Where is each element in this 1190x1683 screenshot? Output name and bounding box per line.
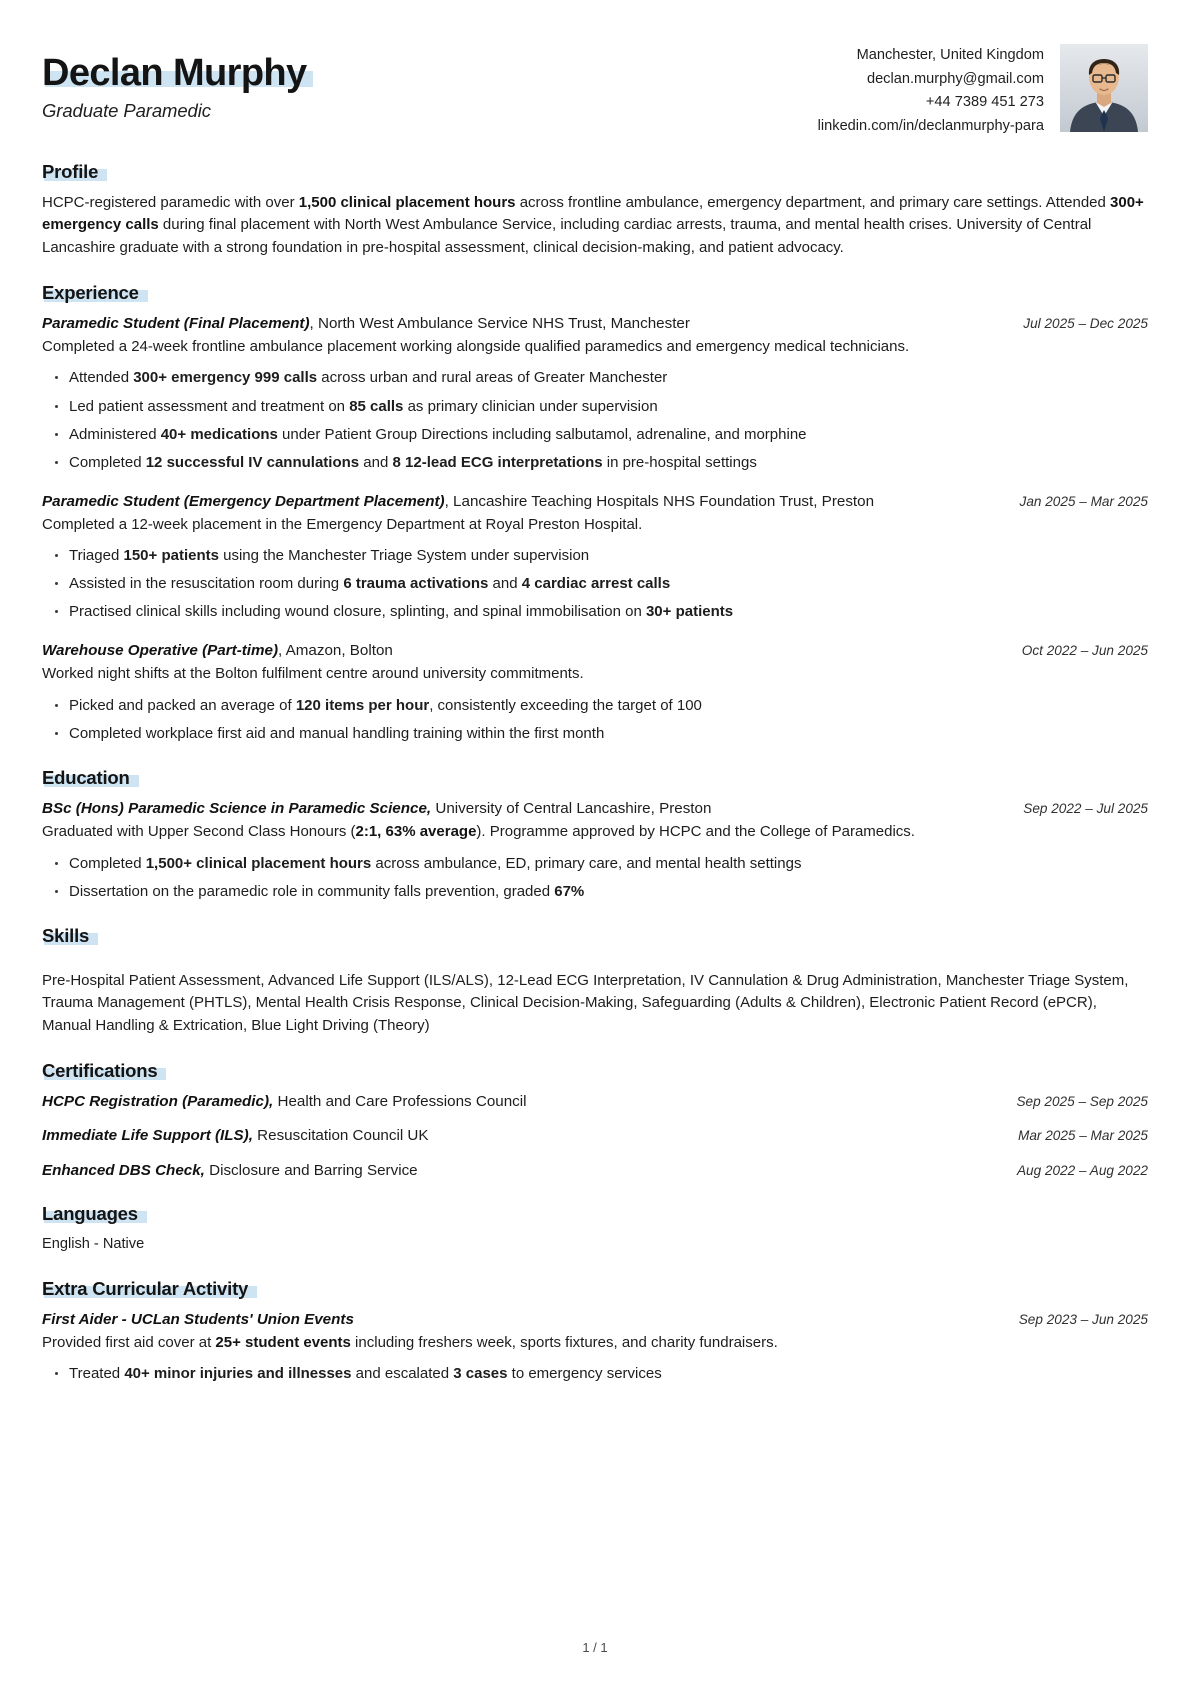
list-item xyxy=(42,573,1148,595)
body-text: and xyxy=(359,453,393,471)
contact-phone[interactable]: +44 7389 451 273 xyxy=(925,94,1044,111)
entry-organisation: , North West Ambulance Service NHS Trust, Manchester xyxy=(309,314,690,332)
entry-bullet-list xyxy=(42,367,1148,473)
entry-role: Paramedic Student (Emergency Department Placement) xyxy=(42,492,445,510)
entry-date: Sep 2023 – Jun 2025 xyxy=(1018,1311,1148,1327)
certification-row xyxy=(42,1091,1148,1112)
section-title-extra-curricular: Extra Curricular Activity xyxy=(42,1277,249,1299)
body-text: Attended xyxy=(69,369,134,387)
entry-header-row xyxy=(42,798,1148,820)
name-wrapper xyxy=(42,54,307,94)
entry-summary xyxy=(42,336,1148,359)
contact-location: Manchester, United Kingdom xyxy=(856,47,1044,63)
section-experience xyxy=(42,282,1148,745)
section-heading-wrapper xyxy=(42,1278,248,1300)
body-text: during final placement with North West Ambulance Service, including cardiac arrests, trauma, and mental health crises. University of Central Lancashire graduate with a strong foundation in pre-hospital assessment, clinical decision-making, and patient advocacy. xyxy=(42,216,1092,257)
entry-summary xyxy=(42,663,1148,686)
body-text: Graduated with Upper Second Class Honours ( xyxy=(42,823,356,840)
section-education xyxy=(42,767,1148,903)
section-languages xyxy=(42,1203,1148,1256)
entry-organisation: , Amazon, Bolton xyxy=(278,642,393,660)
entry-bullet-list xyxy=(42,695,1148,745)
body-text: Picked and packed an average of xyxy=(69,696,296,714)
body-text: Administered xyxy=(69,425,161,443)
contact-email[interactable]: declan.murphy@gmail.com xyxy=(866,70,1044,87)
emphasis-text: 2:1, 63% average xyxy=(355,823,477,840)
body-text: Completed xyxy=(69,854,146,872)
section-title-education: Education xyxy=(42,766,130,788)
body-text: as primary clinician under supervision xyxy=(403,397,658,415)
experience-entries xyxy=(42,313,1148,745)
body-text: in pre-hospital settings xyxy=(602,453,757,471)
section-certifications xyxy=(42,1060,1148,1181)
entry-organisation: University of Central Lancashire, Preston xyxy=(431,799,712,817)
entry-title xyxy=(42,798,1005,820)
certification-name xyxy=(42,1160,418,1181)
emphasis-text: 8 12-lead ECG interpretations xyxy=(392,453,603,471)
page-indicator: 1 / 1 xyxy=(582,1640,608,1655)
emphasis-text: 30+ patients xyxy=(645,603,734,621)
emphasis-text: 12 successful IV cannulations xyxy=(145,453,360,471)
entry-header-row xyxy=(42,313,1148,335)
entry-summary xyxy=(42,514,1148,537)
entry-header-row xyxy=(42,491,1148,513)
entry-role: BSc (Hons) Paramedic Science in Paramedic Science, xyxy=(42,799,432,817)
body-text: across ambulance, ED, primary care, and mental health settings xyxy=(371,854,802,872)
list-item xyxy=(42,545,1148,567)
body-text: ). Programme approved by HCPC and the College of Paramedics. xyxy=(476,823,915,840)
entry-role: First Aider - UCLan Students' Union Events xyxy=(42,1310,354,1328)
experience-entry xyxy=(42,798,1148,903)
list-item xyxy=(42,695,1148,717)
entry-summary xyxy=(42,1332,1148,1355)
body-text: to emergency services xyxy=(507,1365,662,1383)
skills-text: Pre-Hospital Patient Assessment, Advanced Life Support (ILS/ALS), 12-Lead ECG Interpretation, IV Cannulation & Drug Administration, Manchester Triage System, Trauma Management (PHTLS), Mental Health Crisis Response, Clinical Decision-Making, Safeguarding (Adults & Children), Electronic Patient Record (ePCR), Manual Handling & Extrication, Blue Light Driving (Theory) xyxy=(42,971,1129,1035)
identity-block xyxy=(42,42,307,122)
entry-date: Oct 2022 – Jun 2025 xyxy=(1021,643,1148,659)
list-item xyxy=(42,367,1148,389)
section-title-profile: Profile xyxy=(42,160,99,182)
emphasis-text: 1,500+ clinical placement hours xyxy=(145,854,372,872)
section-skills xyxy=(42,925,1148,1038)
language-item: English - Native xyxy=(42,1235,145,1252)
emphasis-text: 1,500 clinical placement hours xyxy=(298,193,516,211)
list-item xyxy=(42,601,1148,623)
body-text: Assisted in the resuscitation room during xyxy=(69,575,344,593)
certification-date: Mar 2025 – Mar 2025 xyxy=(1018,1128,1148,1144)
entry-bullet-list xyxy=(42,853,1148,903)
entry-bullet-list xyxy=(42,545,1148,623)
emphasis-text: 300+ emergency calls xyxy=(42,193,1144,234)
section-extra-curricular xyxy=(42,1278,1148,1386)
section-heading-wrapper xyxy=(42,282,139,304)
body-text: Triaged xyxy=(69,547,124,565)
section-heading-wrapper xyxy=(42,1203,138,1225)
certification-title: Immediate Life Support (ILS), xyxy=(42,1127,253,1145)
section-heading-wrapper xyxy=(42,767,130,789)
body-text: and escalated xyxy=(351,1365,454,1383)
entry-header-row xyxy=(42,640,1148,662)
profile-text xyxy=(42,192,1148,260)
body-text: across urban and rural areas of Greater Manchester xyxy=(317,369,668,387)
list-item xyxy=(42,396,1148,418)
body-text: under Patient Group Directions including salbutamol, adrenaline, and morphine xyxy=(277,425,807,443)
entry-title xyxy=(42,1309,1001,1331)
certification-name xyxy=(42,1091,527,1112)
emphasis-text: 3 cases xyxy=(453,1365,508,1383)
emphasis-text: 25+ student events xyxy=(215,1333,351,1351)
list-item xyxy=(42,881,1148,903)
list-item xyxy=(42,1363,1148,1385)
emphasis-text: 300+ emergency 999 calls xyxy=(133,369,318,387)
certification-date: Aug 2022 – Aug 2022 xyxy=(1016,1162,1148,1178)
body-text: Worked night shifts at the Bolton fulfilment centre around university commitments. xyxy=(42,665,584,683)
certification-row xyxy=(42,1125,1148,1146)
entry-date: Jul 2025 – Dec 2025 xyxy=(1023,315,1148,331)
section-heading-wrapper xyxy=(42,1060,157,1082)
avatar xyxy=(1060,44,1148,132)
list-item xyxy=(42,424,1148,446)
list-item xyxy=(42,723,1148,745)
emphasis-text: 120 items per hour xyxy=(295,696,430,714)
experience-entry xyxy=(42,1309,1148,1386)
body-text: using the Manchester Triage System under supervision xyxy=(218,547,590,565)
body-text: Completed workplace first aid and manual handling training within the first month xyxy=(69,724,605,742)
list-item xyxy=(42,452,1148,474)
body-text: Practised clinical skills including wound closure, splinting, and spinal immobilisation on xyxy=(69,603,646,621)
body-text: HCPC-registered paramedic with over xyxy=(42,193,299,211)
entry-organisation: , Lancashire Teaching Hospitals NHS Foundation Trust, Preston xyxy=(444,492,875,510)
body-text: Completed a 24-week frontline ambulance placement working alongside qualified paramedics and emergency medical technicians. xyxy=(42,337,910,355)
certification-list xyxy=(42,1091,1148,1181)
body-text: across frontline ambulance, emergency department, and primary care settings. Attended xyxy=(515,193,1111,211)
contact-linkedin[interactable]: linkedin.com/in/declanmurphy-para xyxy=(817,117,1044,134)
contact-block xyxy=(818,44,1148,139)
experience-entry xyxy=(42,313,1148,474)
extra-entries xyxy=(42,1309,1148,1386)
experience-entry xyxy=(42,640,1148,745)
section-title-languages: Languages xyxy=(42,1202,138,1224)
entry-role: Paramedic Student (Final Placement) xyxy=(42,314,310,332)
section-profile xyxy=(42,161,1148,260)
entry-title xyxy=(42,313,1005,335)
certification-name xyxy=(42,1125,429,1146)
emphasis-text: 40+ medications xyxy=(160,425,278,443)
emphasis-text: 85 calls xyxy=(349,397,404,415)
entry-title xyxy=(42,491,1002,513)
entry-header-row xyxy=(42,1309,1148,1331)
certification-row xyxy=(42,1160,1148,1181)
body-text: , consistently exceeding the target of 100 xyxy=(429,696,702,714)
section-title-skills: Skills xyxy=(42,924,90,946)
body-text: Treated xyxy=(69,1365,125,1383)
list-item xyxy=(42,853,1148,875)
body-text: including freshers week, sports fixtures, and charity fundraisers. xyxy=(350,1333,778,1351)
emphasis-text: 40+ minor injuries and illnesses xyxy=(124,1365,352,1383)
section-heading-wrapper xyxy=(42,161,98,183)
certification-issuer: Resuscitation Council UK xyxy=(252,1127,429,1145)
section-title-experience: Experience xyxy=(42,281,139,303)
contact-details xyxy=(818,44,1044,139)
entry-date: Jan 2025 – Mar 2025 xyxy=(1019,493,1148,509)
body-text: Led patient assessment and treatment on xyxy=(69,397,350,415)
entry-date: Sep 2022 – Jul 2025 xyxy=(1023,800,1148,816)
certification-date: Sep 2025 – Sep 2025 xyxy=(1016,1093,1148,1109)
section-title-certifications: Certifications xyxy=(42,1059,158,1081)
body-text: Dissertation on the paramedic role in community falls prevention, graded xyxy=(69,882,555,900)
page-title: Declan Murphy xyxy=(42,52,307,94)
experience-entry xyxy=(42,491,1148,624)
emphasis-text: 4 cardiac arrest calls xyxy=(521,575,671,593)
certification-issuer: Disclosure and Barring Service xyxy=(204,1161,418,1179)
body-text: and xyxy=(488,575,522,593)
resume-header xyxy=(42,34,1148,139)
emphasis-text: 67% xyxy=(554,882,585,900)
certification-issuer: Health and Care Professions Council xyxy=(273,1092,527,1110)
entry-role: Warehouse Operative (Part-time) xyxy=(42,642,279,660)
emphasis-text: 150+ patients xyxy=(123,547,219,565)
body-text: Completed xyxy=(69,453,146,471)
entry-summary xyxy=(42,821,1148,844)
entry-title xyxy=(42,640,1004,662)
section-heading-wrapper xyxy=(42,925,89,947)
body-text: Completed a 12-week placement in the Emergency Department at Royal Preston Hospital. xyxy=(42,515,643,533)
certification-title: Enhanced DBS Check, xyxy=(42,1161,205,1179)
education-entries xyxy=(42,798,1148,903)
job-subtitle: Graduate Paramedic xyxy=(42,99,211,121)
entry-bullet-list xyxy=(42,1363,1148,1385)
body-text: Provided first aid cover at xyxy=(42,1333,216,1351)
emphasis-text: 6 trauma activations xyxy=(343,575,489,593)
certification-title: HCPC Registration (Paramedic), xyxy=(42,1092,274,1110)
